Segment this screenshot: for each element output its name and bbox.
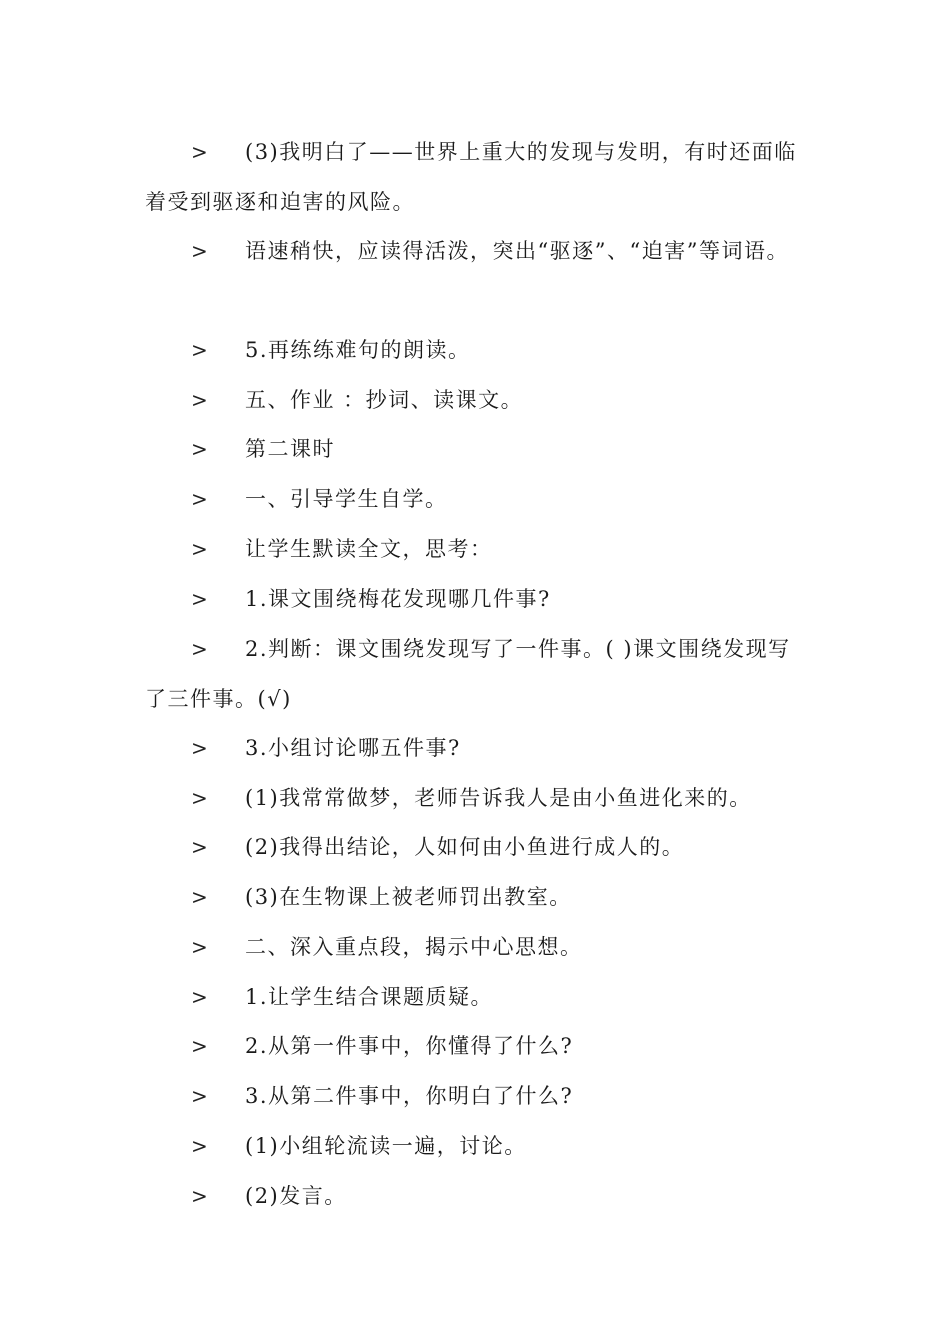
bullet-arrow-icon: > bbox=[191, 537, 210, 561]
paragraph-7 bbox=[145, 524, 807, 574]
paragraph-text: 二、深入重点段，揭示中心思想。 bbox=[245, 935, 583, 959]
paragraph-3 bbox=[145, 325, 807, 375]
bullet-arrow-icon: > bbox=[191, 637, 210, 661]
paragraph-text: 语速稍快，应读得活泼，突出“驱逐”、“迫害”等词语。 bbox=[245, 239, 789, 263]
paragraph-4 bbox=[145, 375, 807, 425]
paragraph-6 bbox=[145, 474, 807, 524]
bullet-arrow-icon: > bbox=[191, 835, 210, 859]
bullet-arrow-icon: > bbox=[191, 736, 210, 760]
bullet-arrow-icon: > bbox=[191, 388, 210, 412]
bullet-arrow-icon: > bbox=[191, 437, 210, 461]
bullet-arrow-icon: > bbox=[191, 587, 210, 611]
paragraph-19 bbox=[145, 1171, 807, 1221]
paragraph-5 bbox=[145, 424, 807, 474]
bullet-arrow-icon: > bbox=[191, 239, 210, 263]
paragraph-18 bbox=[145, 1121, 807, 1171]
paragraph-14 bbox=[145, 922, 807, 972]
paragraph-13 bbox=[145, 872, 807, 922]
paragraph-16 bbox=[145, 1021, 807, 1071]
paragraph-1 bbox=[145, 127, 807, 227]
paragraph-text: (2)我得出结论，人如何由小鱼进行成人的。 bbox=[245, 835, 685, 859]
paragraph-text: (1)小组轮流读一遍，讨论。 bbox=[245, 1134, 527, 1158]
paragraph-text: 3.从第二件事中，你明白了什么? bbox=[245, 1084, 574, 1108]
paragraph-text: 让学生默读全文，思考： bbox=[245, 537, 493, 561]
paragraph-text: 1.课文围绕梅花发现哪几件事? bbox=[245, 587, 551, 611]
paragraph-11 bbox=[145, 773, 807, 823]
paragraph-text: 2.判断：课文围绕发现写了一件事。( )课文围绕发现写了三件事。(√) bbox=[145, 637, 791, 711]
paragraph-12 bbox=[145, 822, 807, 872]
paragraph-text: 2.从第一件事中，你懂得了什么? bbox=[245, 1034, 574, 1058]
bullet-arrow-icon: > bbox=[191, 1084, 210, 1108]
paragraph-9 bbox=[145, 624, 807, 724]
bullet-arrow-icon: > bbox=[191, 1134, 210, 1158]
paragraph-15 bbox=[145, 972, 807, 1022]
paragraph-text: 五、作业 ：抄词、读课文。 bbox=[245, 388, 524, 412]
bullet-arrow-icon: > bbox=[191, 985, 210, 1009]
paragraph-8 bbox=[145, 574, 807, 624]
paragraph-text: 5.再练练难句的朗读。 bbox=[245, 338, 471, 362]
paragraph-text: (3)我明白了——世界上重大的发现与发明，有时还面临着受到驱逐和迫害的风险。 bbox=[145, 140, 797, 214]
paragraph-text: 1.让学生结合课题质疑。 bbox=[245, 985, 494, 1009]
paragraph-text: (1)我常常做梦，老师告诉我人是由小鱼进化来的。 bbox=[245, 786, 752, 810]
bullet-arrow-icon: > bbox=[191, 140, 210, 164]
bullet-arrow-icon: > bbox=[191, 487, 210, 511]
bullet-arrow-icon: > bbox=[191, 885, 210, 909]
paragraph-10 bbox=[145, 723, 807, 773]
paragraph-text: (2)发言。 bbox=[245, 1184, 347, 1208]
bullet-arrow-icon: > bbox=[191, 786, 210, 810]
bullet-arrow-icon: > bbox=[191, 1184, 210, 1208]
paragraph-2 bbox=[145, 226, 807, 276]
paragraph-text: 3.小组讨论哪五件事? bbox=[245, 736, 461, 760]
bullet-arrow-icon: > bbox=[191, 338, 210, 362]
paragraph-text: (3)在生物课上被老师罚出教室。 bbox=[245, 885, 572, 909]
paragraph-text: 一、引导学生自学。 bbox=[245, 487, 448, 511]
paragraph-text: 第二课时 bbox=[245, 437, 335, 461]
bullet-arrow-icon: > bbox=[191, 935, 210, 959]
paragraph-17 bbox=[145, 1071, 807, 1121]
bullet-arrow-icon: > bbox=[191, 1034, 210, 1058]
